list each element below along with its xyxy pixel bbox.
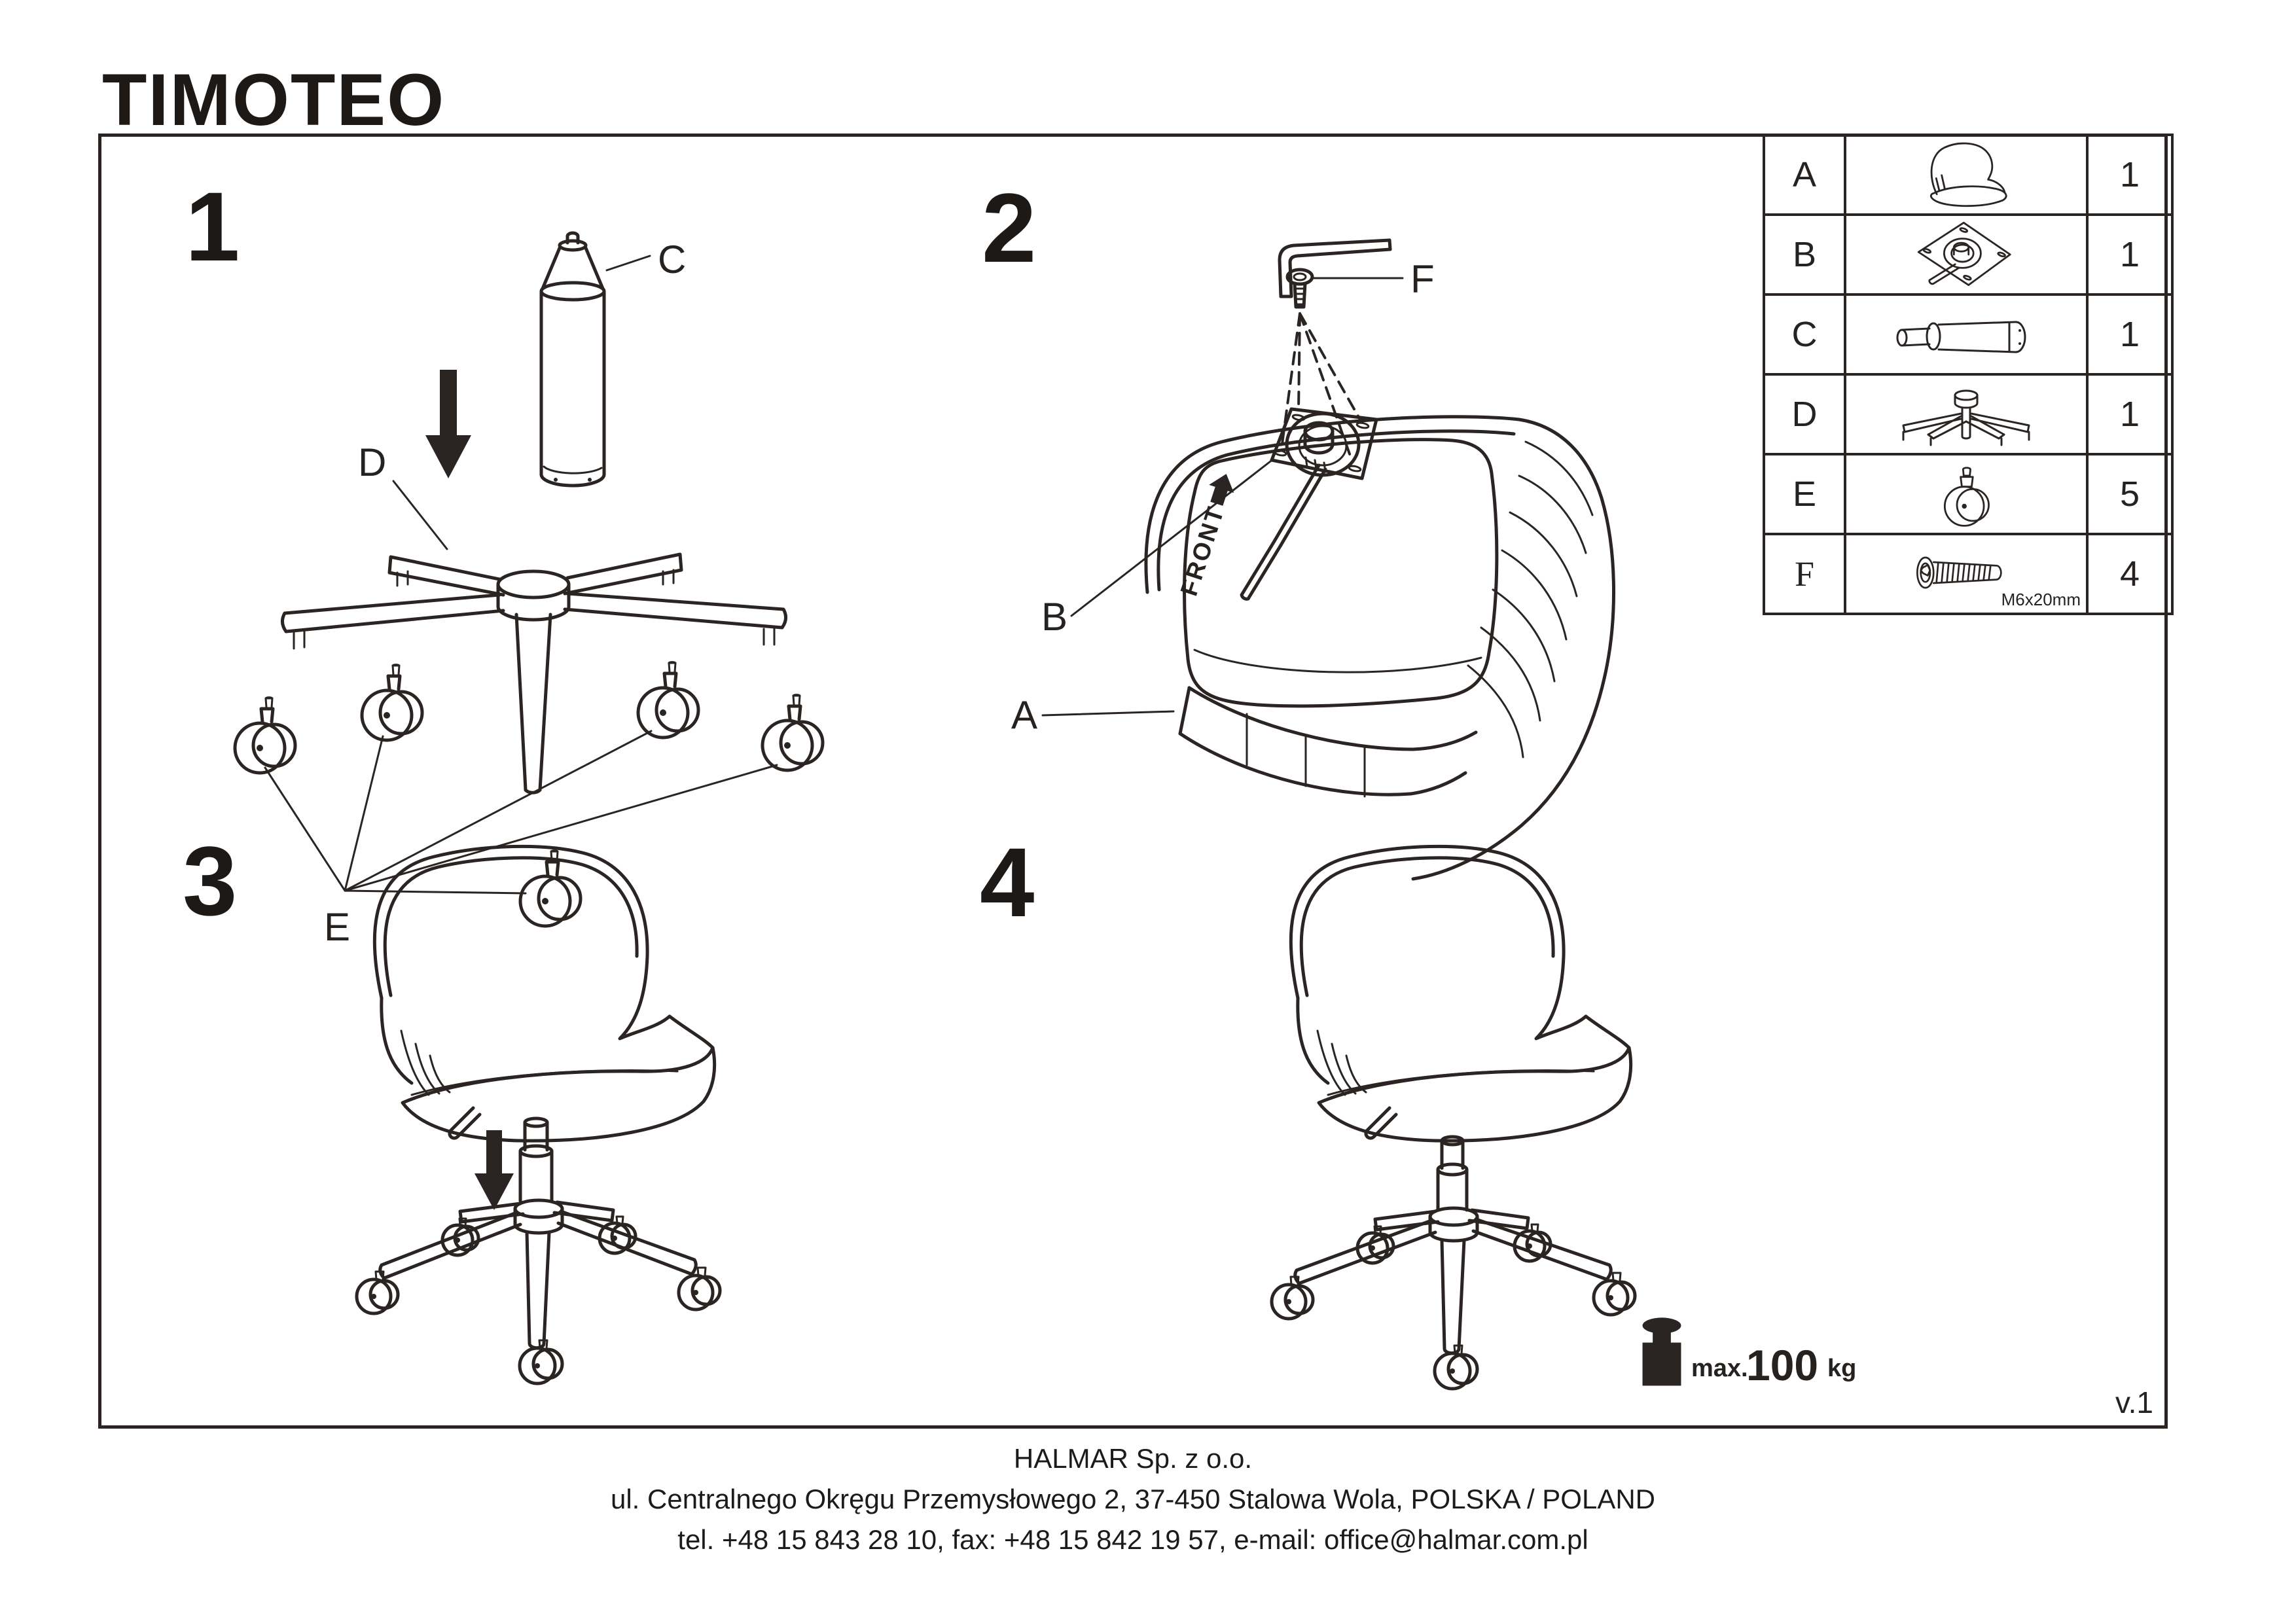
- part-letter: E: [1764, 454, 1845, 534]
- parts-table: [1763, 134, 2174, 615]
- version-label: v.1: [2115, 1385, 2153, 1419]
- table-row: [1764, 135, 2172, 215]
- caster-drawing: [638, 662, 698, 738]
- svg-text:FRONT: FRONT: [1175, 502, 1230, 599]
- weight-icon: [1636, 1314, 1687, 1393]
- assembled-chair-drawing: [1291, 846, 1630, 1210]
- down-arrow-icon: [475, 1130, 514, 1210]
- caster-icon: [1930, 456, 2002, 529]
- part-letter: F: [1764, 534, 1845, 614]
- part-qty: 1: [2087, 215, 2172, 294]
- table-row: [1764, 215, 2172, 294]
- label-line-b: [1071, 461, 1270, 616]
- label-e: E: [324, 905, 351, 949]
- part-letter: C: [1764, 294, 1845, 374]
- part-qty: 4: [2087, 534, 2172, 614]
- footer-contact: tel. +48 15 843 28 10, fax: +48 15 842 19 57, e-mail: office@halmar.com.pl: [677, 1524, 1588, 1555]
- step-4-number: 4: [980, 827, 1035, 937]
- label-line-c: [607, 256, 650, 270]
- screw-size-note: M6x20mm: [2001, 590, 2081, 609]
- weight-value: 100: [1746, 1341, 1819, 1389]
- front-marking: [1175, 470, 1240, 599]
- footer-address: ul. Centralnego Okręgu Przemysłowego 2, 37-450 Stalowa Wola, POLSKA / POLAND: [610, 1484, 1656, 1514]
- step-3-number: 3: [183, 826, 238, 936]
- step-1-number: 1: [185, 171, 240, 281]
- label-f: F: [1410, 257, 1435, 301]
- label-line-d: [393, 481, 447, 549]
- five-star-base-icon: [1888, 376, 2045, 450]
- footer: [98, 1445, 2168, 1567]
- caster-drawing: [362, 665, 422, 740]
- weight-unit: kg: [1827, 1355, 1857, 1382]
- swivel-plate-icon: [1901, 217, 2032, 290]
- label-d: D: [358, 440, 387, 484]
- part-letter: B: [1764, 215, 1845, 294]
- step-3-diagram: [180, 828, 841, 1423]
- step-2-number: 2: [982, 173, 1037, 283]
- caster-drawing: [762, 695, 823, 770]
- step-4-diagram: [1208, 828, 1810, 1423]
- part-qty: 1: [2087, 374, 2172, 454]
- label-b: B: [1041, 595, 1068, 639]
- chair-shell-drawing: [374, 846, 714, 1141]
- swivel-plate-drawing: [1242, 409, 1376, 599]
- table-row: [1764, 534, 2172, 614]
- table-row: [1764, 294, 2172, 374]
- seat-shell-icon: [1894, 137, 2038, 210]
- part-letter: D: [1764, 374, 1845, 454]
- part-qty: 1: [2087, 294, 2172, 374]
- diagram-frame: [98, 134, 2168, 1429]
- five-star-base-drawing: [1272, 1208, 1635, 1389]
- gas-lift-drawing: [520, 1118, 552, 1201]
- part-qty: 1: [2087, 135, 2172, 215]
- label-line-a: [1043, 711, 1174, 715]
- gas-lift-drawing: [541, 233, 604, 486]
- part-letter: A: [1764, 135, 1845, 215]
- label-c: C: [658, 238, 687, 281]
- caster-drawing: [235, 698, 295, 773]
- five-star-base-drawing: [357, 1200, 720, 1383]
- part-qty: 5: [2087, 454, 2172, 534]
- table-row: [1764, 374, 2172, 454]
- footer-company: HALMAR Sp. z o.o.: [1013, 1443, 1253, 1474]
- weight-limit: [1636, 1314, 1857, 1396]
- weight-prefix: max.: [1691, 1355, 1748, 1382]
- page-title: TIMOTEO: [102, 59, 446, 141]
- gas-lift-icon: [1881, 300, 2051, 366]
- table-row: [1764, 454, 2172, 534]
- label-a: A: [1011, 693, 1038, 737]
- down-arrow-icon: [425, 370, 471, 478]
- five-star-base-drawing: [282, 554, 785, 793]
